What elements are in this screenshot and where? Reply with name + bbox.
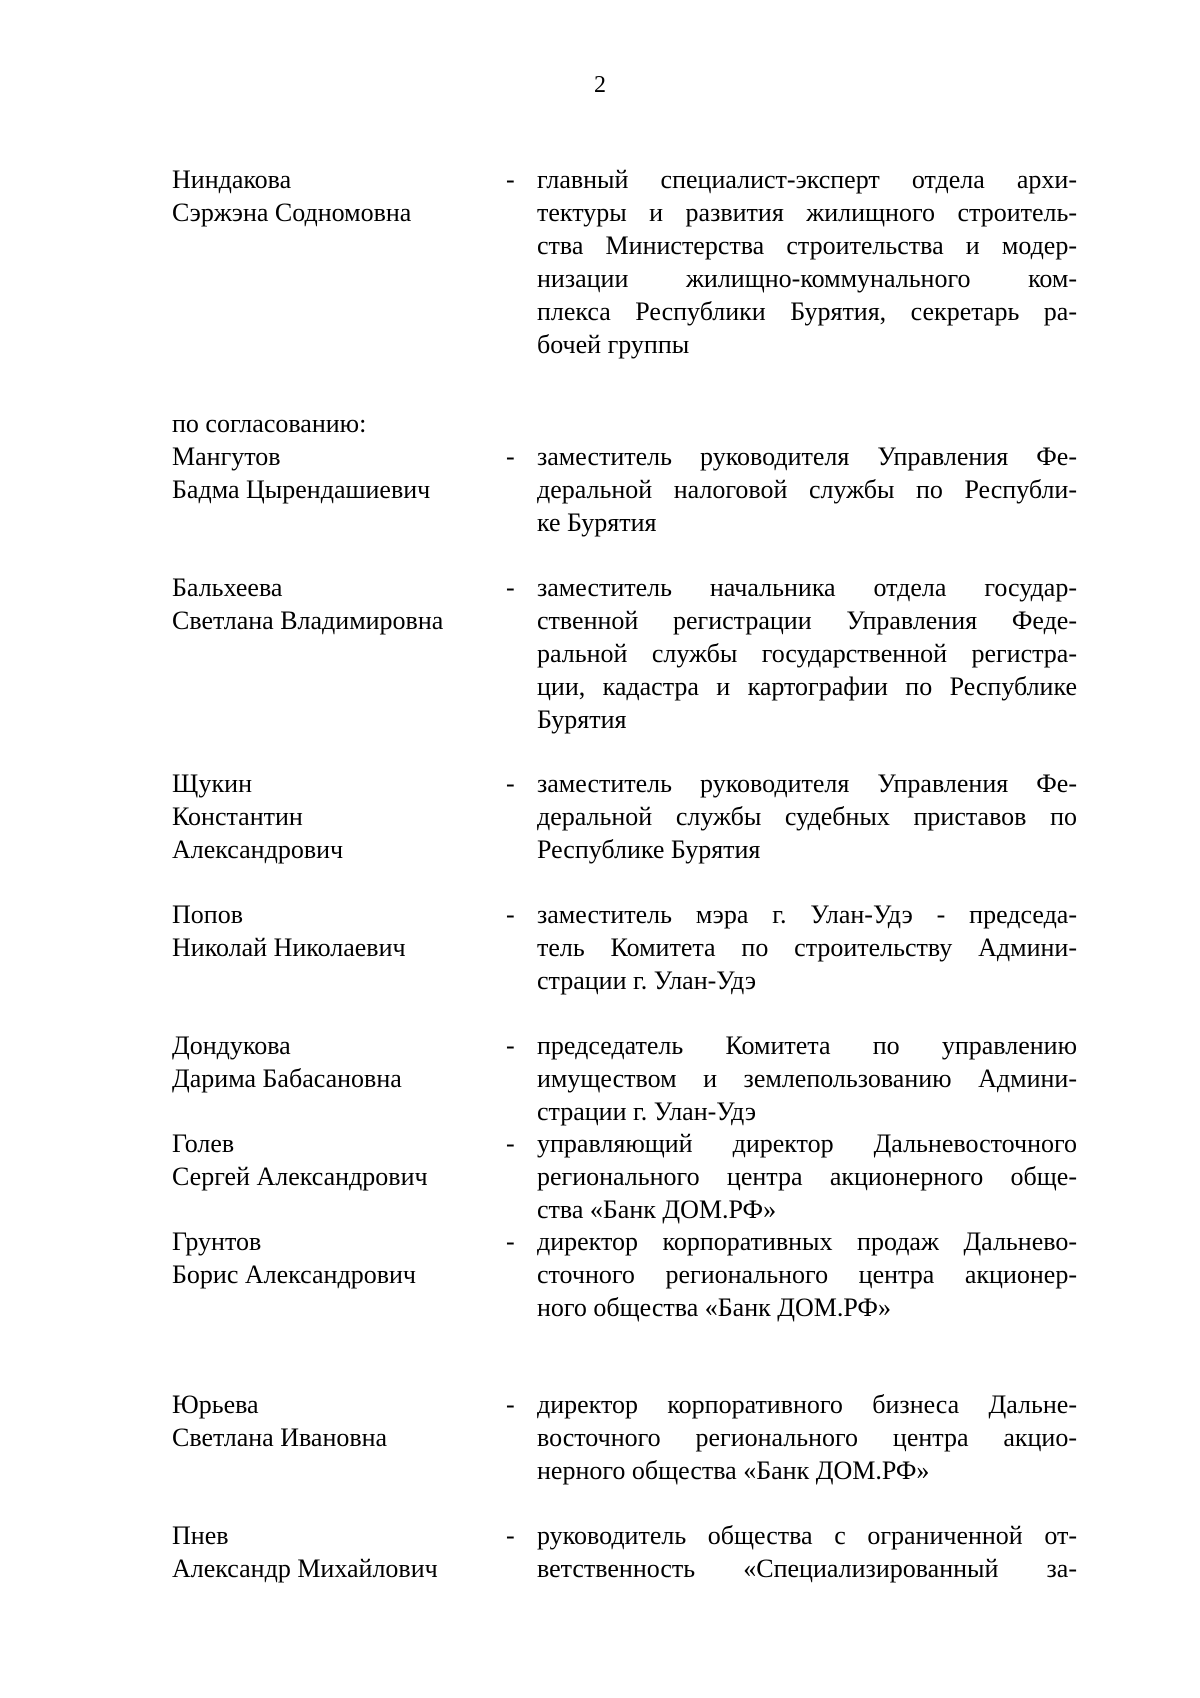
member-position: заместитель мэра г. Улан-Удэ - председа- тель Комитета по строительству Админи- страции г. Улан-Удэ <box>537 900 1077 995</box>
member-name: Грунтов Борис Александрович <box>172 1227 416 1289</box>
member-name: Дондукова Дарима Бабасановна <box>172 1031 402 1093</box>
dash: - <box>506 1129 515 1158</box>
dash: - <box>506 573 515 602</box>
member-name: Юрьева Светлана Ивановна <box>172 1390 388 1452</box>
member-position: заместитель руководителя Управления Фе- деральной налоговой службы по Республи- ке Бурятия <box>537 442 1077 537</box>
member-name: Попов Николай Николаевич <box>172 900 406 962</box>
dash: - <box>506 900 515 929</box>
member-position: директор корпоративных продаж Дальнево- сточного регионального центра акционер- ного общества «Банк ДОМ.РФ» <box>537 1227 1077 1322</box>
member-position: главный специалист-эксперт отдела архи- тектуры и развития жилищного строитель- ства Министерства строительства и модер- низации жилищно-коммунального ком- плекса Республики Бурятия, секретарь ра- бочей группы <box>537 165 1077 359</box>
member-position: заместитель начальника отдела государ- ственной регистрации Управления Феде- ральной службы государственной регистра- ции, кадастра и картографии по Республике Бурятия <box>537 573 1077 734</box>
dash: - <box>506 1031 515 1060</box>
dash: - <box>506 165 515 194</box>
member-name: Щукин Константин Александрович <box>172 769 344 864</box>
member-position: руководитель общества с ограниченной от- ветственность «Специализированный за- <box>537 1521 1077 1583</box>
dash: - <box>506 769 515 798</box>
member-position: заместитель руководителя Управления Фе- деральной службы судебных приставов по Республике Бурятия <box>537 769 1077 864</box>
member-name: Ниндакова Сэржэна Содномовна <box>172 165 412 227</box>
dash: - <box>506 1227 515 1256</box>
member-name: Голев Сергей Александрович <box>172 1129 428 1191</box>
member-name: Пнев Александр Михайлович <box>172 1521 438 1583</box>
dash: - <box>506 1521 515 1550</box>
member-name: Бальхеева Светлана Владимировна <box>172 573 444 635</box>
agreement-heading: по согласованию: <box>172 409 367 438</box>
member-position: управляющий директор Дальневосточного регионального центра акционерного обще- ства «Банк ДОМ.РФ» <box>537 1129 1077 1224</box>
page-number: 2 <box>594 72 606 98</box>
dash: - <box>506 1390 515 1419</box>
member-position: директор корпоративного бизнеса Дальне- восточного регионального центра акцио- нерного общества «Банк ДОМ.РФ» <box>537 1390 1077 1485</box>
member-position: председатель Комитета по управлению имуществом и землепользованию Админи- страции г. Улан-Удэ <box>537 1031 1077 1126</box>
member-name: Мангутов Бадма Цырендашиевич <box>172 442 431 504</box>
dash: - <box>506 442 515 471</box>
